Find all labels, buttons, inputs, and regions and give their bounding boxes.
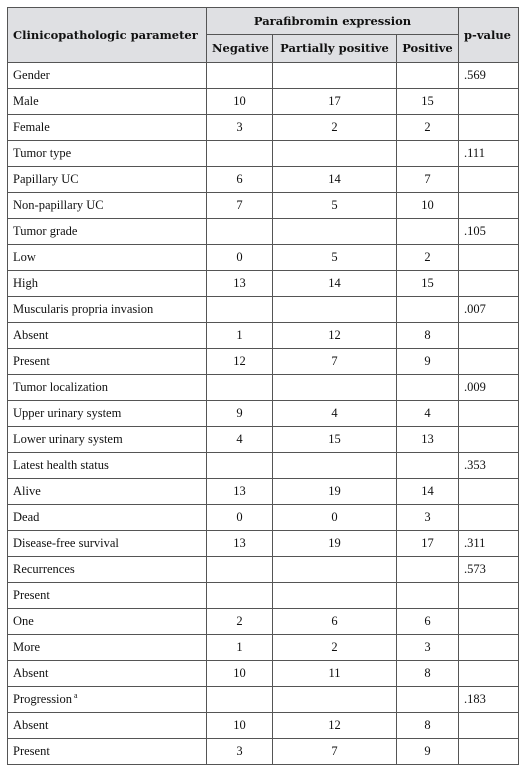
table-row <box>8 557 519 583</box>
row-label <box>8 219 207 245</box>
cell-p-value <box>459 427 519 453</box>
cell-partially-positive: 5 <box>273 245 397 271</box>
cell-positive: 9 <box>397 349 459 375</box>
cell-partially-positive: 17 <box>273 89 397 115</box>
cell-partially-positive <box>273 687 397 713</box>
row-label <box>8 193 207 219</box>
cell-p-value <box>459 713 519 739</box>
cell-positive <box>397 687 459 713</box>
cell-partially-positive: 7 <box>273 739 397 765</box>
cell-p-value <box>459 89 519 115</box>
cell-positive: 8 <box>397 323 459 349</box>
cell-partially-positive: 0 <box>273 505 397 531</box>
cell-negative <box>207 453 273 479</box>
row-label-text: Alive <box>13 484 41 498</box>
table-row <box>8 479 519 505</box>
header-partially-positive: Partially positive <box>273 35 397 63</box>
row-label <box>8 375 207 401</box>
row-label-text: Tumor type <box>13 146 72 160</box>
row-label-text: Absent <box>13 666 49 680</box>
cell-p-value <box>459 479 519 505</box>
cell-p-value <box>459 271 519 297</box>
table-header <box>8 8 519 63</box>
row-label-text: Papillary UC <box>13 172 79 186</box>
cell-negative <box>207 63 273 89</box>
cell-p-value: .105 <box>459 219 519 245</box>
row-label-text: Present <box>13 588 50 602</box>
table-body <box>8 63 519 765</box>
cell-negative: 3 <box>207 739 273 765</box>
row-label <box>8 297 207 323</box>
cell-p-value <box>459 349 519 375</box>
cell-positive <box>397 375 459 401</box>
cell-negative: 13 <box>207 479 273 505</box>
header-positive: Positive <box>397 35 459 63</box>
cell-p-value: .353 <box>459 453 519 479</box>
cell-partially-positive: 19 <box>273 531 397 557</box>
row-label-text: Gender <box>13 68 50 82</box>
row-label-text: Female <box>13 120 50 134</box>
row-label <box>8 89 207 115</box>
row-label-text: Progression <box>13 692 73 706</box>
row-label <box>8 427 207 453</box>
cell-negative <box>207 141 273 167</box>
cell-positive: 3 <box>397 505 459 531</box>
cell-p-value <box>459 739 519 765</box>
row-label-text: Latest health status <box>13 458 109 472</box>
row-label-text: One <box>13 614 34 628</box>
footnote-marker: a <box>74 691 78 700</box>
table-row <box>8 739 519 765</box>
cell-p-value <box>459 635 519 661</box>
header-p-value: p-value <box>459 8 519 63</box>
table-row <box>8 427 519 453</box>
row-label-text: Low <box>13 250 36 264</box>
cell-negative: 10 <box>207 89 273 115</box>
cell-p-value: .569 <box>459 63 519 89</box>
row-label <box>8 739 207 765</box>
cell-positive <box>397 583 459 609</box>
table-row <box>8 583 519 609</box>
parafibromin-expression-table <box>7 7 519 765</box>
row-label-text: Upper urinary system <box>13 406 122 420</box>
cell-partially-positive <box>273 63 397 89</box>
cell-positive: 7 <box>397 167 459 193</box>
cell-negative <box>207 219 273 245</box>
row-label <box>8 713 207 739</box>
cell-negative <box>207 557 273 583</box>
header-parafibromin-expression: Parafibromin expression <box>207 8 459 35</box>
cell-p-value <box>459 505 519 531</box>
row-label <box>8 141 207 167</box>
table-row <box>8 141 519 167</box>
row-label-text: Absent <box>13 718 49 732</box>
cell-partially-positive: 19 <box>273 479 397 505</box>
cell-p-value <box>459 167 519 193</box>
table-row <box>8 167 519 193</box>
cell-negative: 13 <box>207 531 273 557</box>
row-label <box>8 583 207 609</box>
cell-p-value: .573 <box>459 557 519 583</box>
row-label-text: Tumor localization <box>13 380 109 394</box>
cell-negative: 6 <box>207 167 273 193</box>
cell-p-value <box>459 401 519 427</box>
cell-partially-positive: 12 <box>273 323 397 349</box>
table-row <box>8 297 519 323</box>
table-row <box>8 63 519 89</box>
row-label <box>8 635 207 661</box>
cell-positive: 15 <box>397 89 459 115</box>
row-label-text: Male <box>13 94 39 108</box>
table-row <box>8 115 519 141</box>
cell-negative <box>207 687 273 713</box>
cell-negative: 4 <box>207 427 273 453</box>
cell-p-value <box>459 323 519 349</box>
cell-positive <box>397 453 459 479</box>
row-label-text: High <box>13 276 38 290</box>
row-label <box>8 167 207 193</box>
row-label <box>8 557 207 583</box>
cell-negative: 2 <box>207 609 273 635</box>
cell-p-value: .311 <box>459 531 519 557</box>
cell-p-value <box>459 609 519 635</box>
cell-positive <box>397 63 459 89</box>
row-label <box>8 505 207 531</box>
table-row <box>8 687 519 713</box>
cell-partially-positive <box>273 453 397 479</box>
cell-positive: 6 <box>397 609 459 635</box>
row-label <box>8 453 207 479</box>
cell-negative: 1 <box>207 323 273 349</box>
table-row <box>8 505 519 531</box>
cell-negative <box>207 375 273 401</box>
cell-p-value <box>459 115 519 141</box>
cell-partially-positive <box>273 141 397 167</box>
cell-negative: 9 <box>207 401 273 427</box>
row-label <box>8 531 207 557</box>
cell-negative: 10 <box>207 661 273 687</box>
cell-negative: 0 <box>207 245 273 271</box>
cell-positive: 17 <box>397 531 459 557</box>
row-label <box>8 661 207 687</box>
table-row <box>8 89 519 115</box>
cell-p-value: .111 <box>459 141 519 167</box>
row-label <box>8 349 207 375</box>
cell-positive: 3 <box>397 635 459 661</box>
table-row <box>8 713 519 739</box>
cell-partially-positive: 2 <box>273 635 397 661</box>
cell-partially-positive <box>273 375 397 401</box>
cell-partially-positive: 2 <box>273 115 397 141</box>
cell-positive: 4 <box>397 401 459 427</box>
cell-positive: 8 <box>397 661 459 687</box>
table-row <box>8 375 519 401</box>
table-row <box>8 245 519 271</box>
cell-partially-positive: 15 <box>273 427 397 453</box>
cell-partially-positive: 14 <box>273 271 397 297</box>
cell-positive: 15 <box>397 271 459 297</box>
row-label-text: Recurrences <box>13 562 75 576</box>
cell-negative: 0 <box>207 505 273 531</box>
row-label <box>8 401 207 427</box>
cell-positive: 13 <box>397 427 459 453</box>
cell-positive <box>397 141 459 167</box>
table-row <box>8 609 519 635</box>
cell-partially-positive: 12 <box>273 713 397 739</box>
row-label <box>8 687 207 713</box>
header-parameter: Clinicopathologic parameter <box>8 8 207 63</box>
cell-partially-positive: 11 <box>273 661 397 687</box>
cell-negative: 7 <box>207 193 273 219</box>
cell-positive <box>397 297 459 323</box>
table-row <box>8 635 519 661</box>
table-row <box>8 193 519 219</box>
table-container <box>7 7 518 765</box>
row-label <box>8 245 207 271</box>
cell-positive: 8 <box>397 713 459 739</box>
cell-negative: 1 <box>207 635 273 661</box>
row-label <box>8 271 207 297</box>
cell-partially-positive: 5 <box>273 193 397 219</box>
cell-partially-positive: 4 <box>273 401 397 427</box>
row-label-text: Non-papillary UC <box>13 198 104 212</box>
cell-positive: 2 <box>397 115 459 141</box>
table-row <box>8 661 519 687</box>
row-label <box>8 323 207 349</box>
row-label <box>8 63 207 89</box>
table-row <box>8 323 519 349</box>
table-row <box>8 271 519 297</box>
row-label-text: Tumor grade <box>13 224 78 238</box>
table-row <box>8 453 519 479</box>
cell-p-value <box>459 193 519 219</box>
cell-p-value <box>459 583 519 609</box>
row-label-text: Lower urinary system <box>13 432 123 446</box>
cell-negative: 12 <box>207 349 273 375</box>
cell-p-value: .007 <box>459 297 519 323</box>
cell-partially-positive: 14 <box>273 167 397 193</box>
row-label-text: Dead <box>13 510 40 524</box>
row-label <box>8 609 207 635</box>
cell-positive: 14 <box>397 479 459 505</box>
cell-p-value <box>459 661 519 687</box>
cell-partially-positive <box>273 219 397 245</box>
cell-partially-positive: 6 <box>273 609 397 635</box>
cell-p-value: .183 <box>459 687 519 713</box>
table-row <box>8 349 519 375</box>
cell-partially-positive <box>273 297 397 323</box>
cell-negative <box>207 583 273 609</box>
cell-positive <box>397 557 459 583</box>
table-row <box>8 531 519 557</box>
cell-p-value: .009 <box>459 375 519 401</box>
cell-p-value <box>459 245 519 271</box>
row-label-text: Present <box>13 354 50 368</box>
row-label <box>8 115 207 141</box>
cell-positive: 10 <box>397 193 459 219</box>
cell-partially-positive: 7 <box>273 349 397 375</box>
table-row <box>8 219 519 245</box>
cell-negative: 13 <box>207 271 273 297</box>
cell-negative: 10 <box>207 713 273 739</box>
cell-positive <box>397 219 459 245</box>
cell-negative <box>207 297 273 323</box>
cell-partially-positive <box>273 557 397 583</box>
header-negative: Negative <box>207 35 273 63</box>
cell-negative: 3 <box>207 115 273 141</box>
row-label-text: More <box>13 640 41 654</box>
table-row <box>8 401 519 427</box>
row-label-text: Absent <box>13 328 49 342</box>
cell-positive: 2 <box>397 245 459 271</box>
cell-partially-positive <box>273 583 397 609</box>
row-label-text: Disease-free survival <box>13 536 119 550</box>
row-label-text: Muscularis propria invasion <box>13 302 154 316</box>
row-label-text: Present <box>13 744 50 758</box>
row-label <box>8 479 207 505</box>
cell-positive: 9 <box>397 739 459 765</box>
